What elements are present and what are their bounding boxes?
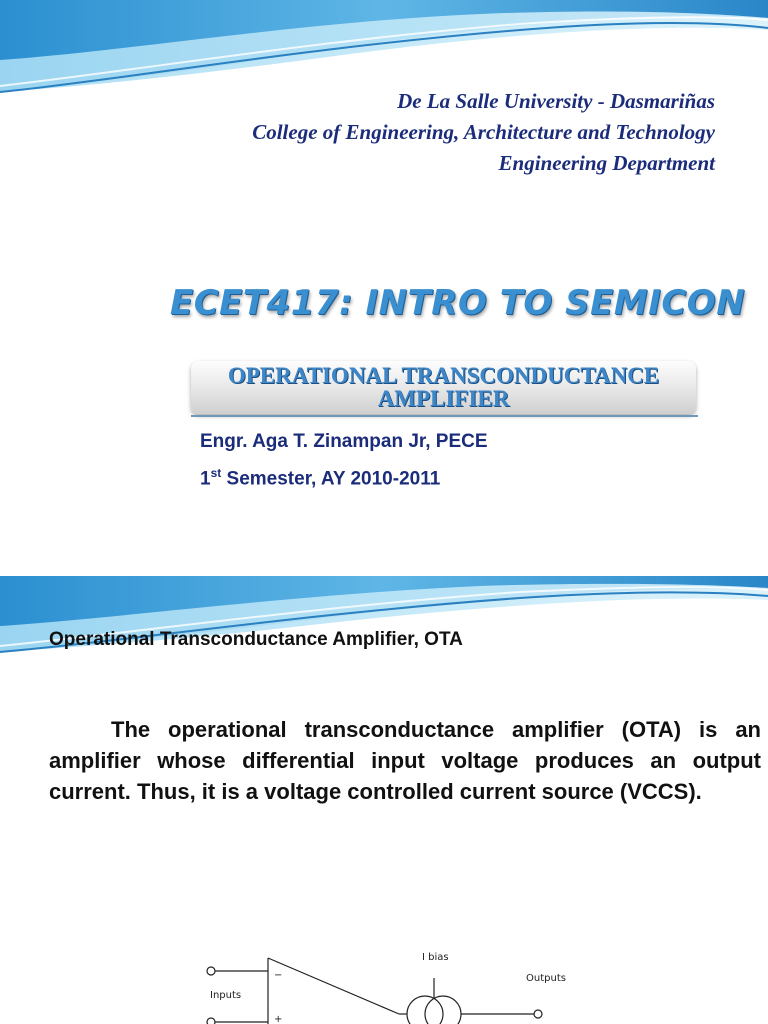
college-name: College of Engineering, Architecture and Technology: [252, 120, 715, 144]
input-terminal-minus: [207, 967, 215, 975]
semester-number: 1: [200, 468, 211, 490]
institution-header: [252, 86, 715, 179]
department-name: Engineering Department: [498, 151, 715, 175]
topic-title-line1: OPERATIONAL TRANSCONDUCTANCE: [227, 363, 660, 388]
university-name: De La Salle University - Dasmariñas: [397, 89, 715, 113]
inputs-label: Inputs: [210, 990, 242, 1001]
topic-underline: [191, 415, 698, 417]
slide-title: Operational Transconductance Amplifier, OTA: [49, 629, 463, 650]
minus-sign: −: [274, 970, 283, 981]
header-wave-graphic: [0, 576, 768, 666]
ota-intro-slide: [0, 576, 768, 1024]
topic-title-line2: AMPLIFIER: [377, 386, 510, 411]
input-terminal-plus: [207, 1018, 215, 1024]
output-terminal: [534, 1010, 542, 1018]
plus-sign: +: [274, 1014, 283, 1024]
slide-body-text: The operational transconductance amplifier (OTA) is an amplifier whose differential input voltage produces an output current. Thus, it is a voltage controlled current source (VCCS).: [49, 717, 761, 804]
semester-line: [200, 466, 440, 490]
topic-title: [191, 361, 696, 410]
semester-text: Semester, AY 2010-2011: [221, 468, 441, 490]
semester-ordinal: st: [210, 466, 222, 480]
course-title: ECET417: INTRO TO SEMICON: [170, 283, 746, 323]
bias-label: I bias: [422, 952, 449, 963]
outputs-label: Outputs: [526, 973, 566, 984]
ota-diagram: [184, 918, 584, 1024]
author-name: Engr. Aga T. Zinampan Jr, PECE: [200, 431, 488, 452]
